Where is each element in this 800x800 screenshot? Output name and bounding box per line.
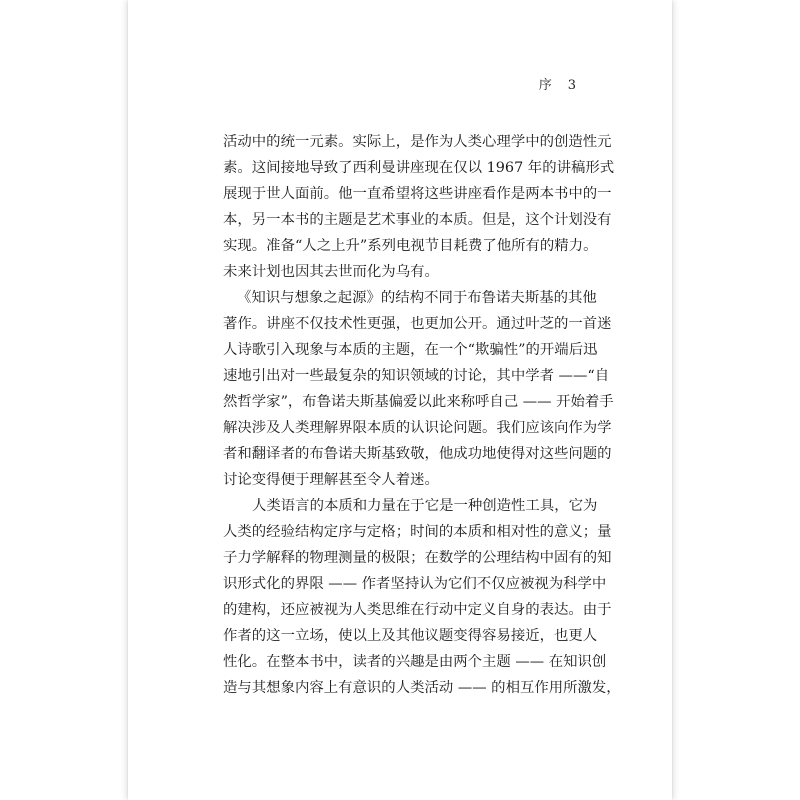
text-line: 著作。讲座不仅技术性更强，也更加公开。通过叶芝的一首迷 <box>223 316 612 332</box>
text-line: 作者的这一立场，使以上及其他议题变得容易接近，也更人 <box>223 628 598 644</box>
running-head-section: 序 <box>538 78 554 93</box>
text-line: 本，另一本书的主题是艺术事业的本质。但是，这个计划没有 <box>223 212 612 228</box>
text-line: 者和翻译者的布鲁诺夫斯基致敬，他成功地使得对这些问题的 <box>223 446 612 462</box>
paragraph-1 <box>223 129 615 285</box>
text-line: 的建构，还应被视为人类思维在行动中定义自身的表达。由于 <box>223 602 612 618</box>
text-line: 人类语言的本质和力量在于它是一种创造性工具，它为 <box>252 498 598 514</box>
text-line: 子力学解释的物理测量的极限；在数学的公理结构中固有的知 <box>223 550 612 566</box>
text-line: 然哲学家”，布鲁诺夫斯基偏爱以此来称呼自己 —— 开始着手 <box>223 394 614 410</box>
text-line: 性化。在整本书中，读者的兴趣是由两个主题 —— 在知识创 <box>223 654 607 670</box>
book-page <box>128 0 672 800</box>
text-line: 人诗歌引入现象与本质的主题，在一个“欺骗性”的开端后迅 <box>223 342 598 358</box>
text-line: 素。这间接地导致了西利曼讲座现在仅以 1967 年的讲稿形式 <box>223 160 615 176</box>
text-line: 解决涉及人类理解界限本质的认识论问题。我们应该向作为学 <box>223 420 612 436</box>
text-line: 造与其想象内容上有意识的人类活动 —— 的相互作用所激发， <box>223 680 621 696</box>
body-text <box>223 129 621 701</box>
page-number: 3 <box>567 78 578 93</box>
text-line: 人类的经验结构定序与定格；时间的本质和相对性的意义；量 <box>223 524 612 540</box>
text-line: 实现。准备“人之上升”系列电视节目耗费了他所有的精力。 <box>223 238 598 254</box>
text-line: 速地引出对一些最复杂的知识领域的讨论，其中学者 ——“自 <box>223 368 610 384</box>
paragraph-3 <box>223 493 621 701</box>
text-line: 展现于世人面前。他一直希望将这些讲座看作是两本书中的一 <box>223 186 612 202</box>
text-line: 活动中的统一元素。实际上，是作为人类心理学中的创造性元 <box>223 134 612 150</box>
text-line: 未来计划也因其去世而化为乌有。 <box>223 264 439 280</box>
paragraph-2 <box>223 285 614 493</box>
running-head <box>539 74 578 93</box>
text-line: 识形式化的界限 —— 作者坚持认为它们不仅应被视为科学中 <box>223 576 607 592</box>
text-line: 讨论变得便于理解甚至令人着迷。 <box>223 472 439 488</box>
text-line: 《知识与想象之起源》的结构不同于布鲁诺夫斯基的其他 <box>237 290 597 306</box>
